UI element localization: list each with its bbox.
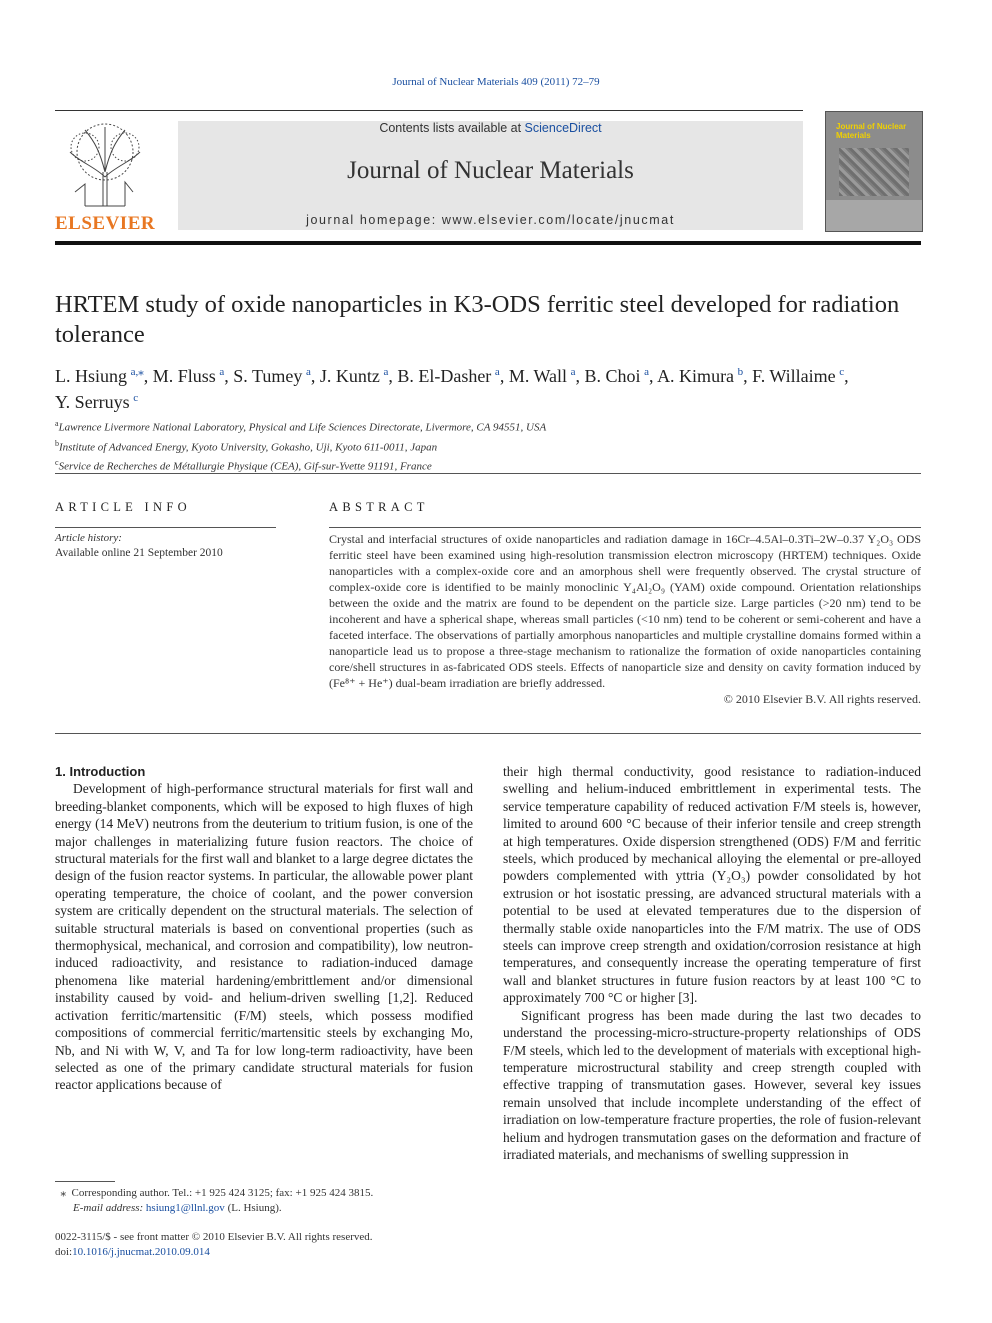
paragraph: Significant progress has been made during the last two decades to understand the processing-micro-structure-property relationships of ODS F/M steels, which led to the development of materials with exceptional high-temperature microstructural stability and creep strength coupled with effective trapping of transmutation gases. However, several key issues remain unsolved that include incomplete understanding of the effect of irradiation on low-temperature fracture properties, the role of fusion-relevant helium and hydrogen transmutation gases on the deformation and fracture of irradiated materials, and mechanisms of swelling suppression in <box>503 1007 921 1162</box>
journal-title: Journal of Nuclear Materials <box>347 157 634 184</box>
journal-homepage[interactable]: journal homepage: www.elsevier.com/locate/jnucmat <box>306 213 675 227</box>
author[interactable]: A. Kimura <box>657 366 735 386</box>
divider <box>55 473 921 474</box>
author-list: L. Hsiung $^{a,⁎}$, M. Fluss $^a$, S. Tumey $^a$, J. Kuntz $^a$, B. El-Dasher $^a$, M. Wall $^a$, B. Choi $^a$, A. Kimura $^b$, F. Willaime $^c$, Y. Serruys $^c$ <box>55 366 849 412</box>
paragraph: their high thermal conductivity, good resistance to radiation-induced swelling and helium-induced embrittlement in experimental tests. The service temperature capability of reduced activation F/M steels is, however, limited to around 600 °C because of their inferior tensile and creep strength at high temperatures. Oxide dispersion strengthened (ODS) F/M and ferritic steels, which produced by mechanical alloying the elemental or pre-alloyed powders complemented with yttria (Y₂O₃) powder consolidated by hot extrusion or hot isostatic pressing, are advanced structural materials with a potential to be used at elevated temperatures due to the dispersion of thermally stable oxide nanoparticles into the F/M matrix. The use of ODS steels can improve creep strength and oxidation/corrosion resistance at high temperatures, and consequently increase the operating temperature of first wall and blanket structures in future fusion reactors by at least 100 °C to approximately 700 °C or higher [3]. <box>503 764 921 1006</box>
email-suffix: (L. Hsiung). <box>227 1202 282 1214</box>
abstract-copyright: © 2010 Elsevier B.V. All rights reserved. <box>723 692 921 706</box>
elsevier-tree-icon <box>55 122 155 208</box>
cover-image <box>839 148 909 196</box>
email-link[interactable]: hsiung1@llnl.gov <box>145 1202 225 1214</box>
author[interactable]: B. El-Dasher <box>397 366 492 386</box>
cover-title: Journal of Nuclear Materials <box>836 122 907 140</box>
footnote <box>55 1186 473 1216</box>
sciencedirect-link[interactable]: ScienceDirect <box>524 121 602 135</box>
body-column-left <box>55 763 473 1094</box>
abstract-heading: ABSTRACT <box>329 500 429 514</box>
corresponding-author-note <box>55 1186 473 1201</box>
body-column-right <box>503 763 921 1163</box>
affil-text: Service de Recherches de Métallurgie Physique (CEA), Gif-sur-Yvette 91191, France <box>58 460 432 473</box>
author-affil-sup: a <box>494 366 500 378</box>
front-matter <box>55 1230 475 1260</box>
author[interactable]: M. Fluss <box>152 366 216 386</box>
affiliations <box>55 416 921 475</box>
journal-citation[interactable]: Journal of Nuclear Materials 409 (2011) 72–79 <box>392 76 600 88</box>
abstract-text: Crystal and interfacial structures of oxide nanoparticles and radiation damage in 16Cr–4.5Al–0.3Ti–2W–0.37 Y₂O₃ ODS ferritic steel have been examined using high-resolution transmission electron microscopy (HRTEM) techniques. Oxide nanoparticles with a complex-oxide core and an amorphous shell were frequently observed. The crystal structure of complex-oxide core is identified to be mainly monoclinic Y₄Al₂O₉ (YAM) oxide compound. Orientation relationships between the oxide and the matrix are found to be dependent on the particle size. Large particles (>20 nm) tend to be incoherent and have a spherical shape, whereas small particles (<10 nm) tend to be coherent or semi-coherent and have a faceted interface. The observations of partially amorphous nanoparticles and multiple crystalline domains formed within a nanoparticle lead us to propose a three-stage mechanism to rationalize the formation of oxide nanoparticles containing core/shell structures in as-fabricated ODS steels. Effects of nanoparticle size and density on cavity formation induced by (Fe⁸⁺ + He⁺) dual-beam irradiation are briefly addressed. <box>329 532 921 690</box>
author[interactable]: F. Willaime <box>752 366 836 386</box>
doi-link[interactable]: 10.1016/j.jnucmat.2010.09.014 <box>72 1246 210 1258</box>
affiliation <box>55 436 921 456</box>
journal-banner <box>178 121 803 230</box>
header-rule <box>55 241 921 245</box>
footnote-text: Corresponding author. Tel.: +1 925 424 3125; fax: +1 925 424 3815. <box>71 1187 374 1199</box>
divider <box>55 733 921 734</box>
affiliation <box>55 416 921 436</box>
email-label: E-mail address: <box>73 1202 144 1214</box>
abstract-body <box>329 531 921 707</box>
author-affil-sup: b <box>737 366 744 378</box>
journal-cover-thumbnail[interactable] <box>825 111 923 232</box>
author[interactable]: S. Tumey <box>233 366 303 386</box>
section-heading: 1. Introduction <box>55 764 146 779</box>
doi-line <box>55 1245 475 1260</box>
divider <box>55 527 276 528</box>
author-affil-sup: a <box>305 366 311 378</box>
author-affil-sup: a <box>219 366 225 378</box>
author-affil-sup: c <box>839 366 845 378</box>
contents-prefix: Contents lists available at <box>379 121 525 135</box>
article-history-label: Article history: <box>55 532 122 544</box>
affil-text: Institute of Advanced Energy, Kyoto University, Gokasho, Uji, Kyoto 611-0011, Japan <box>59 441 438 454</box>
affil-marker: b <box>55 438 59 448</box>
doi-label: doi: <box>55 1246 73 1258</box>
email-line <box>55 1201 473 1216</box>
author[interactable]: Y. Serruys <box>55 392 130 412</box>
affil-marker: a <box>55 419 59 428</box>
author-affil-sup: c <box>133 392 139 404</box>
elsevier-wordmark: ELSEVIER <box>55 213 156 234</box>
author[interactable]: M. Wall <box>508 366 568 386</box>
divider <box>55 110 803 111</box>
available-online: Available online 21 September 2010 <box>55 547 223 559</box>
author-affil-sup: a <box>570 366 576 378</box>
affil-marker: c <box>55 458 59 468</box>
author[interactable]: L. Hsiung <box>55 366 127 386</box>
article-title: HRTEM study of oxide nanoparticles in K3-ODS ferritic steel developed for radiation tolerance <box>55 291 900 348</box>
author[interactable]: J. Kuntz <box>319 366 380 386</box>
author-affil-sup: a <box>644 366 650 378</box>
paragraph: Development of high-performance structural materials for first wall and breeding-blanket components, which will be exposed to high fluxes of high energy (14 MeV) neutrons from the deuterium to tritium fusion, is one of the major challenges in materializing future fusion reactors. The choice of structural materials for the first wall and blanket to a large degree dictates the design of the fusion reactor systems. In particular, the allowable power plant operating temperature, the choice of coolant, and the power conversion system are critically dependent on the structural materials. The selection of suitable structural materials is based on conventional properties (such as thermophysical, mechanical, and corrosion and compatibility), low neutron-induced radioactivity, and resistance to radiation-induced damage phenomena like material hardening/embrittlement and/or dimensional instability caused by void- and helium-driven swelling [1,2]. Reduced activation ferritic/martensitic (F/M) steels, which possess modified compositions of commercial ferritic/martensitic steels by exchanging Mo, Nb, and Ni with W, V, and Ta for low long-term radioactivity, have been selected as one of the primary candidate structural materials for fusion reactor applications because of <box>55 781 473 1093</box>
footnote-marker: ⁎ <box>60 1187 66 1199</box>
cover-band <box>826 200 922 231</box>
author-affil-sup: a <box>383 366 389 378</box>
author-affil-sup[interactable]: a,⁎ <box>130 366 144 378</box>
issn-line: 0022-3115/$ - see front matter © 2010 Elsevier B.V. All rights reserved. <box>55 1231 373 1243</box>
divider <box>329 527 921 528</box>
author[interactable]: B. Choi <box>584 366 641 386</box>
elsevier-logo[interactable] <box>55 122 155 232</box>
contents-line <box>178 121 803 135</box>
affil-text: Lawrence Livermore National Laboratory, Physical and Life Sciences Directorate, Livermore, CA 94551, USA <box>58 421 547 434</box>
article-info-heading: ARTICLE INFO <box>55 500 191 514</box>
footnote-rule <box>55 1181 115 1182</box>
